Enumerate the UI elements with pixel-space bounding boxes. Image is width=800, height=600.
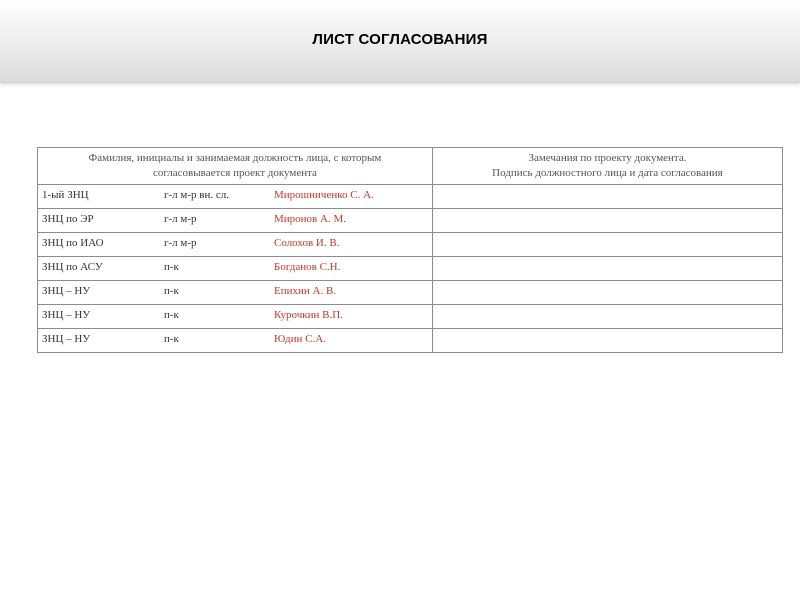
person-name: Епихин А. В. — [274, 285, 337, 297]
table-body — [38, 185, 783, 353]
unit-label: ЗНЦ по ИАО — [42, 237, 104, 249]
person-cell — [38, 257, 433, 281]
rank-label: г-л м-р — [164, 213, 197, 225]
person-cell-content — [38, 185, 432, 208]
remarks-cell — [432, 185, 782, 209]
unit-label: ЗНЦ – НУ — [42, 309, 91, 321]
table-row — [38, 305, 783, 329]
slide-header — [0, 0, 800, 83]
person-cell-content — [38, 233, 432, 256]
rank-label: п-к — [164, 309, 179, 321]
approval-table — [37, 147, 783, 353]
rank-label: п-к — [164, 261, 179, 273]
header-right-line1: Замечания по проекту документа. — [528, 152, 687, 164]
rank-label: г-л м-р вн. сл. — [164, 189, 229, 201]
table-row — [38, 329, 783, 353]
person-cell — [38, 281, 433, 305]
remarks-cell — [432, 329, 782, 353]
rank-label: п-к — [164, 285, 179, 297]
remarks-cell — [432, 305, 782, 329]
person-cell — [38, 185, 433, 209]
table-row — [38, 281, 783, 305]
unit-label: ЗНЦ по ЭР — [42, 213, 94, 225]
person-name: Солохов И. В. — [274, 237, 340, 249]
table-row — [38, 185, 783, 209]
unit-label: 1-ый ЗНЦ — [42, 189, 89, 201]
person-name: Миронов А. М. — [274, 213, 346, 225]
header-remarks-column — [432, 148, 782, 185]
header-right-line2: Подпись должностного лица и дата согласования — [492, 167, 723, 179]
person-cell-content — [38, 281, 432, 304]
rank-label: г-л м-р — [164, 237, 197, 249]
person-name: Мирошниченко С. А. — [274, 189, 374, 201]
person-name: Курочкин В.П. — [274, 309, 343, 321]
rank-label: п-к — [164, 333, 179, 345]
person-cell-content — [38, 257, 432, 280]
header-person-column — [38, 148, 433, 185]
table-header-row — [38, 148, 783, 185]
person-cell-content — [38, 209, 432, 232]
header-left-line1: Фамилия, инициалы и занимаемая должность лица, с которым — [88, 152, 382, 164]
person-cell — [38, 305, 433, 329]
header-left-line2: согласовывается проект документа — [152, 167, 317, 179]
table-row — [38, 233, 783, 257]
remarks-cell — [432, 209, 782, 233]
unit-label: ЗНЦ – НУ — [42, 285, 91, 297]
person-name: Юдин С.А. — [274, 333, 326, 345]
person-cell — [38, 209, 433, 233]
table-row — [38, 257, 783, 281]
remarks-cell — [432, 281, 782, 305]
unit-label: ЗНЦ по АСУ — [42, 261, 103, 273]
unit-label: ЗНЦ – НУ — [42, 333, 91, 345]
remarks-cell — [432, 257, 782, 281]
page-title: ЛИСТ СОГЛАСОВАНИЯ — [312, 31, 488, 48]
table-row — [38, 209, 783, 233]
person-cell — [38, 233, 433, 257]
remarks-cell — [432, 233, 782, 257]
person-cell — [38, 329, 433, 353]
person-cell-content — [38, 329, 432, 352]
person-name: Богданов С.Н. — [274, 261, 341, 273]
person-cell-content — [38, 305, 432, 328]
